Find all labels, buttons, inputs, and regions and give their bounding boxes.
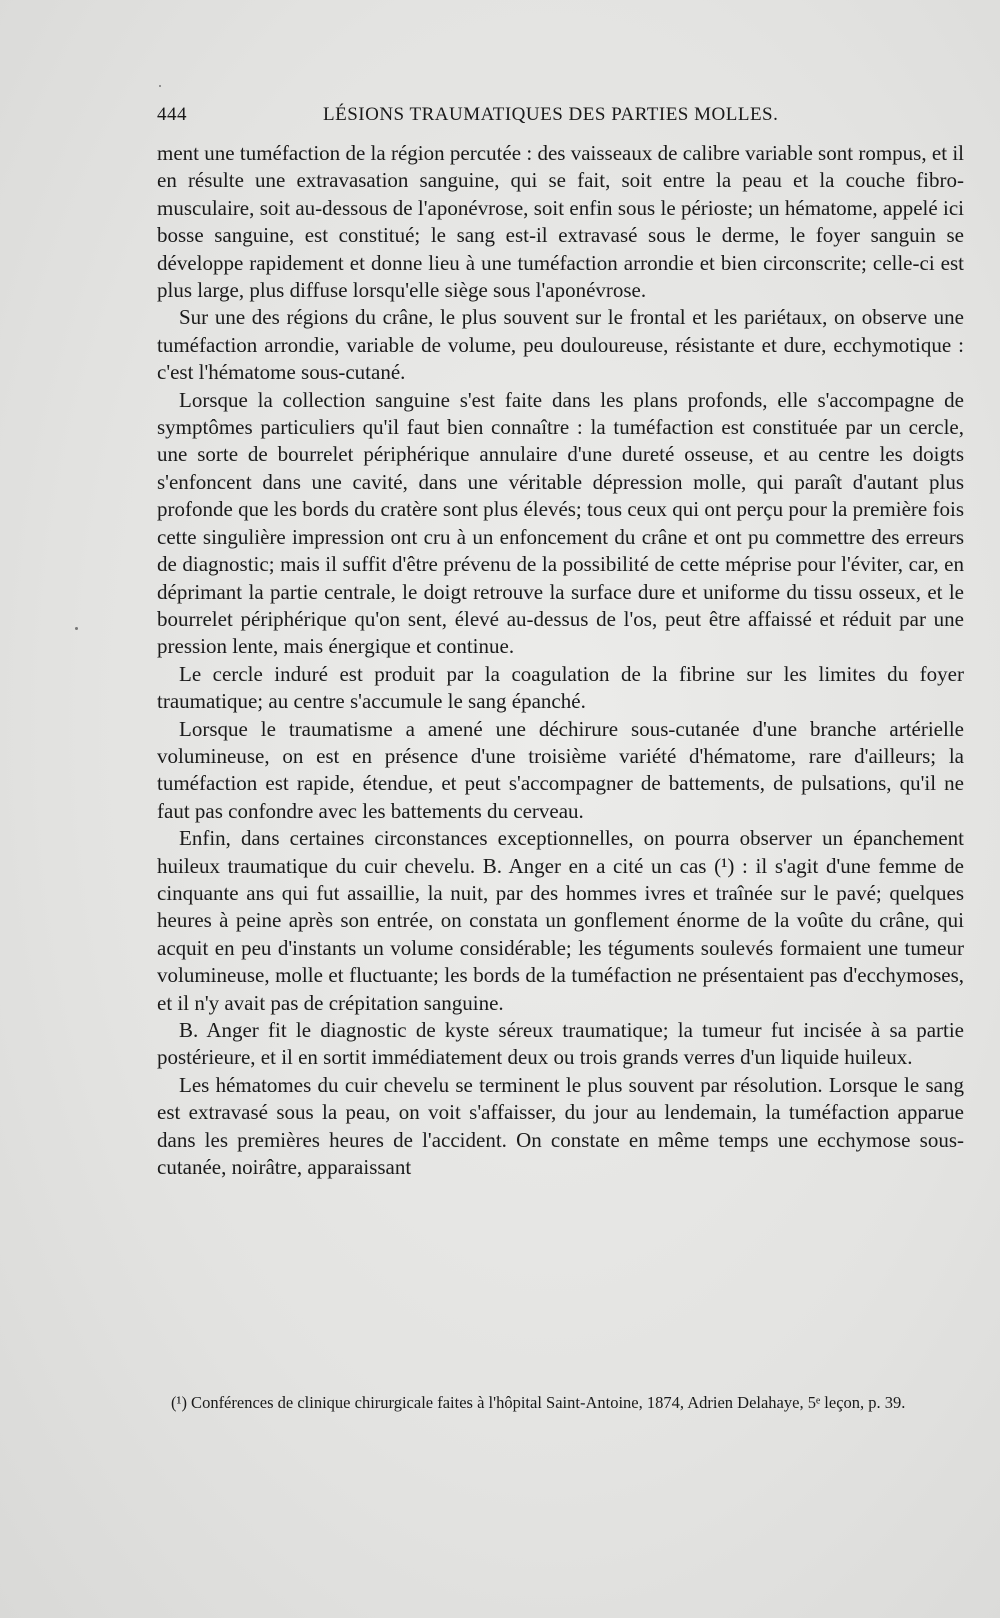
footnote-text: (¹) Conférences de clinique chirurgicale faites à l'hôpital Saint-Antoine, 1874, Adrien Delahaye, 5ᵉ leçon, p. 39. [171, 1393, 906, 1412]
paragraph-3: Lorsque la collection sanguine s'est faite dans les plans profonds, elle s'accompagne de symptômes particuliers qu'il faut bien connaître : la tuméfaction est constituée par un cercle, une sorte de bourrelet périphérique annulaire d'une dureté osseuse, et au centre les doigts s'enfoncent dans une cavité, dans une véritable dépression molle, qui paraît d'autant plus profonde que les bords du cratère sont plus élevés; tous ceux qui ont perçu pour la première fois cette singulière impression ont cru à un enfoncement du crâne et ont pu commettre des erreurs de diagnostic; mais il suffit d'être prévenu de la possibilité de cette méprise pour l'éviter, car, en déprimant la partie centrale, le doigt retrouve la surface dure et uniforme du tissu osseux, et le bourrelet périphérique qu'on sent, élevé au-dessus de l'os, peut être affaissé et réduit par une pression lente, mais énergique et continue. [157, 387, 964, 659]
paragraph-4: Le cercle induré est produit par la coagulation de la fibrine sur les limites du foyer traumatique; au centre s'accumule le sang épanché. [157, 661, 964, 714]
paragraph-1: ment une tuméfaction de la région percutée : des vaisseaux de calibre variable sont rompus, et il en résulte une extravasation sanguine, qui se fait, soit entre la peau et la couche fibro-musculaire, soit au-dessous de l'aponévrose, soit enfin sous le périoste; un hématome, appelé ici bosse sanguine, est constitué; le sang est-il extravasé sous le derme, le foyer sanguin se développe rapidement et donne lieu à une tuméfaction arrondie et bien circonscrite; celle-ci est plus large, plus diffuse lorsqu'elle siège sous l'aponévrose. [157, 141, 964, 303]
paragraph-6: Enfin, dans certaines circonstances exceptionnelles, on pourra observer un épanchement huileux traumatique du cuir chevelu. B. Anger en a cité un cas (¹) : il s'agit d'une femme de cinquante ans qui fut assaillie, la nuit, par des hommes ivres et traînée sur le pavé; quelques heures à peine après son entrée, on constata un gonflement énorme de la voûte du crâne, qui acquit en peu d'instants un volume considérable; les téguments soulevés formaient une tumeur volumineuse, molle et fluctuante; les bords de la tuméfaction ne présentaient pas d'ecchymoses, et il n'y avait pas de crépitation sanguine. [157, 826, 964, 1015]
body-text [157, 140, 964, 1181]
page-number: 444 [157, 104, 187, 125]
paragraph-7: B. Anger fit le diagnostic de kyste séreux traumatique; la tumeur fut incisée à sa partie postérieure, et il en sortit immédiatement deux ou trois grands verres d'un liquide huileux. [157, 1018, 964, 1070]
footnote [157, 1391, 964, 1415]
print-speck [75, 627, 78, 630]
paragraph-8: Les hématomes du cuir chevelu se terminent le plus souvent par résolution. Lorsque le sang est extravasé sous la peau, on voit s'affaisser, du jour au lendemain, la tuméfaction apparue dans les premières heures de l'accident. On constate en même temps une ecchymose sous-cutanée, noirâtre, apparaissant [157, 1072, 964, 1180]
print-speck [159, 85, 161, 87]
paragraph-5: Lorsque le traumatisme a amené une déchirure sous-cutanée d'une branche artérielle volumineuse, on est en présence d'une troisième variété d'hématome, rare d'ailleurs; la tuméfaction est rapide, étendue, et peut s'accompagner de battements, de pulsations, qu'il ne faut pas confondre avec les battements du cerveau. [157, 716, 964, 823]
page-header [157, 104, 957, 134]
running-title: LÉSIONS TRAUMATIQUES DES PARTIES MOLLES. [323, 104, 779, 125]
paragraph-2: Sur une des régions du crâne, le plus souvent sur le frontal et les pariétaux, on observe une tuméfaction arrondie, variable de volume, peu douloureuse, résistante et dure, ecchymotique : c'est l'hématome sous-cutané. [157, 305, 964, 385]
